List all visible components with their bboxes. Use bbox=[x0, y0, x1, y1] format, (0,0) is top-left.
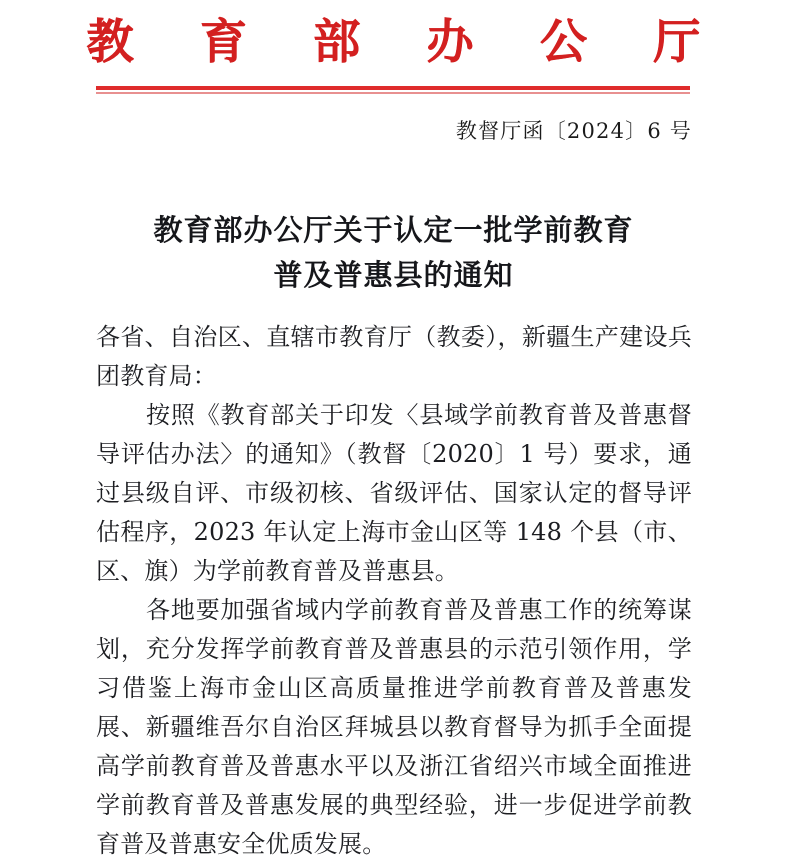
document-letterhead bbox=[0, 14, 787, 72]
document-number: 教督厅函〔2024〕6 号 bbox=[455, 119, 692, 143]
salutation-line: 各省、自治区、直辖市教育厅（教委），新疆生产建设兵团教育局： bbox=[96, 323, 692, 390]
document-title-line-2: 普及普惠县的通知 bbox=[273, 258, 514, 292]
issuing-agency-title: 教 育 部 办 公 厅 bbox=[86, 15, 726, 70]
letterhead-red-rule bbox=[96, 86, 690, 94]
body-paragraph-1: 按照《教育部关于印发〈县域学前教育普及普惠督导评估办法〉的通知》（教督〔2020〕1 号）要求，通过县级自评、市级初核、省级评估、国家认定的督导评估程序，2023 年认定上海市金山区等 148 个县（市、区、旗）为学前教育普及普惠县。 bbox=[96, 401, 692, 585]
body-paragraph-2: 各地要加强省域内学前教育普及普惠工作的统筹谋划，充分发挥学前教育普及普惠县的示范引领作用，学习借鉴上海市金山区高质量推进学前教育普及普惠发展、新疆维吾尔自治区拜城县以教育督导为抓手全面提高学前教育普及普惠水平以及浙江省绍兴市域全面推进学前教育普及普惠发展的典型经验，进一步促进学前教育普及普惠安全优质发展。 bbox=[96, 596, 692, 858]
document-title bbox=[0, 208, 787, 298]
red-rule-thin bbox=[96, 92, 690, 94]
document-title-line-1: 教育部办公厅关于认定一批学前教育 bbox=[153, 213, 634, 247]
document-body bbox=[96, 318, 692, 864]
